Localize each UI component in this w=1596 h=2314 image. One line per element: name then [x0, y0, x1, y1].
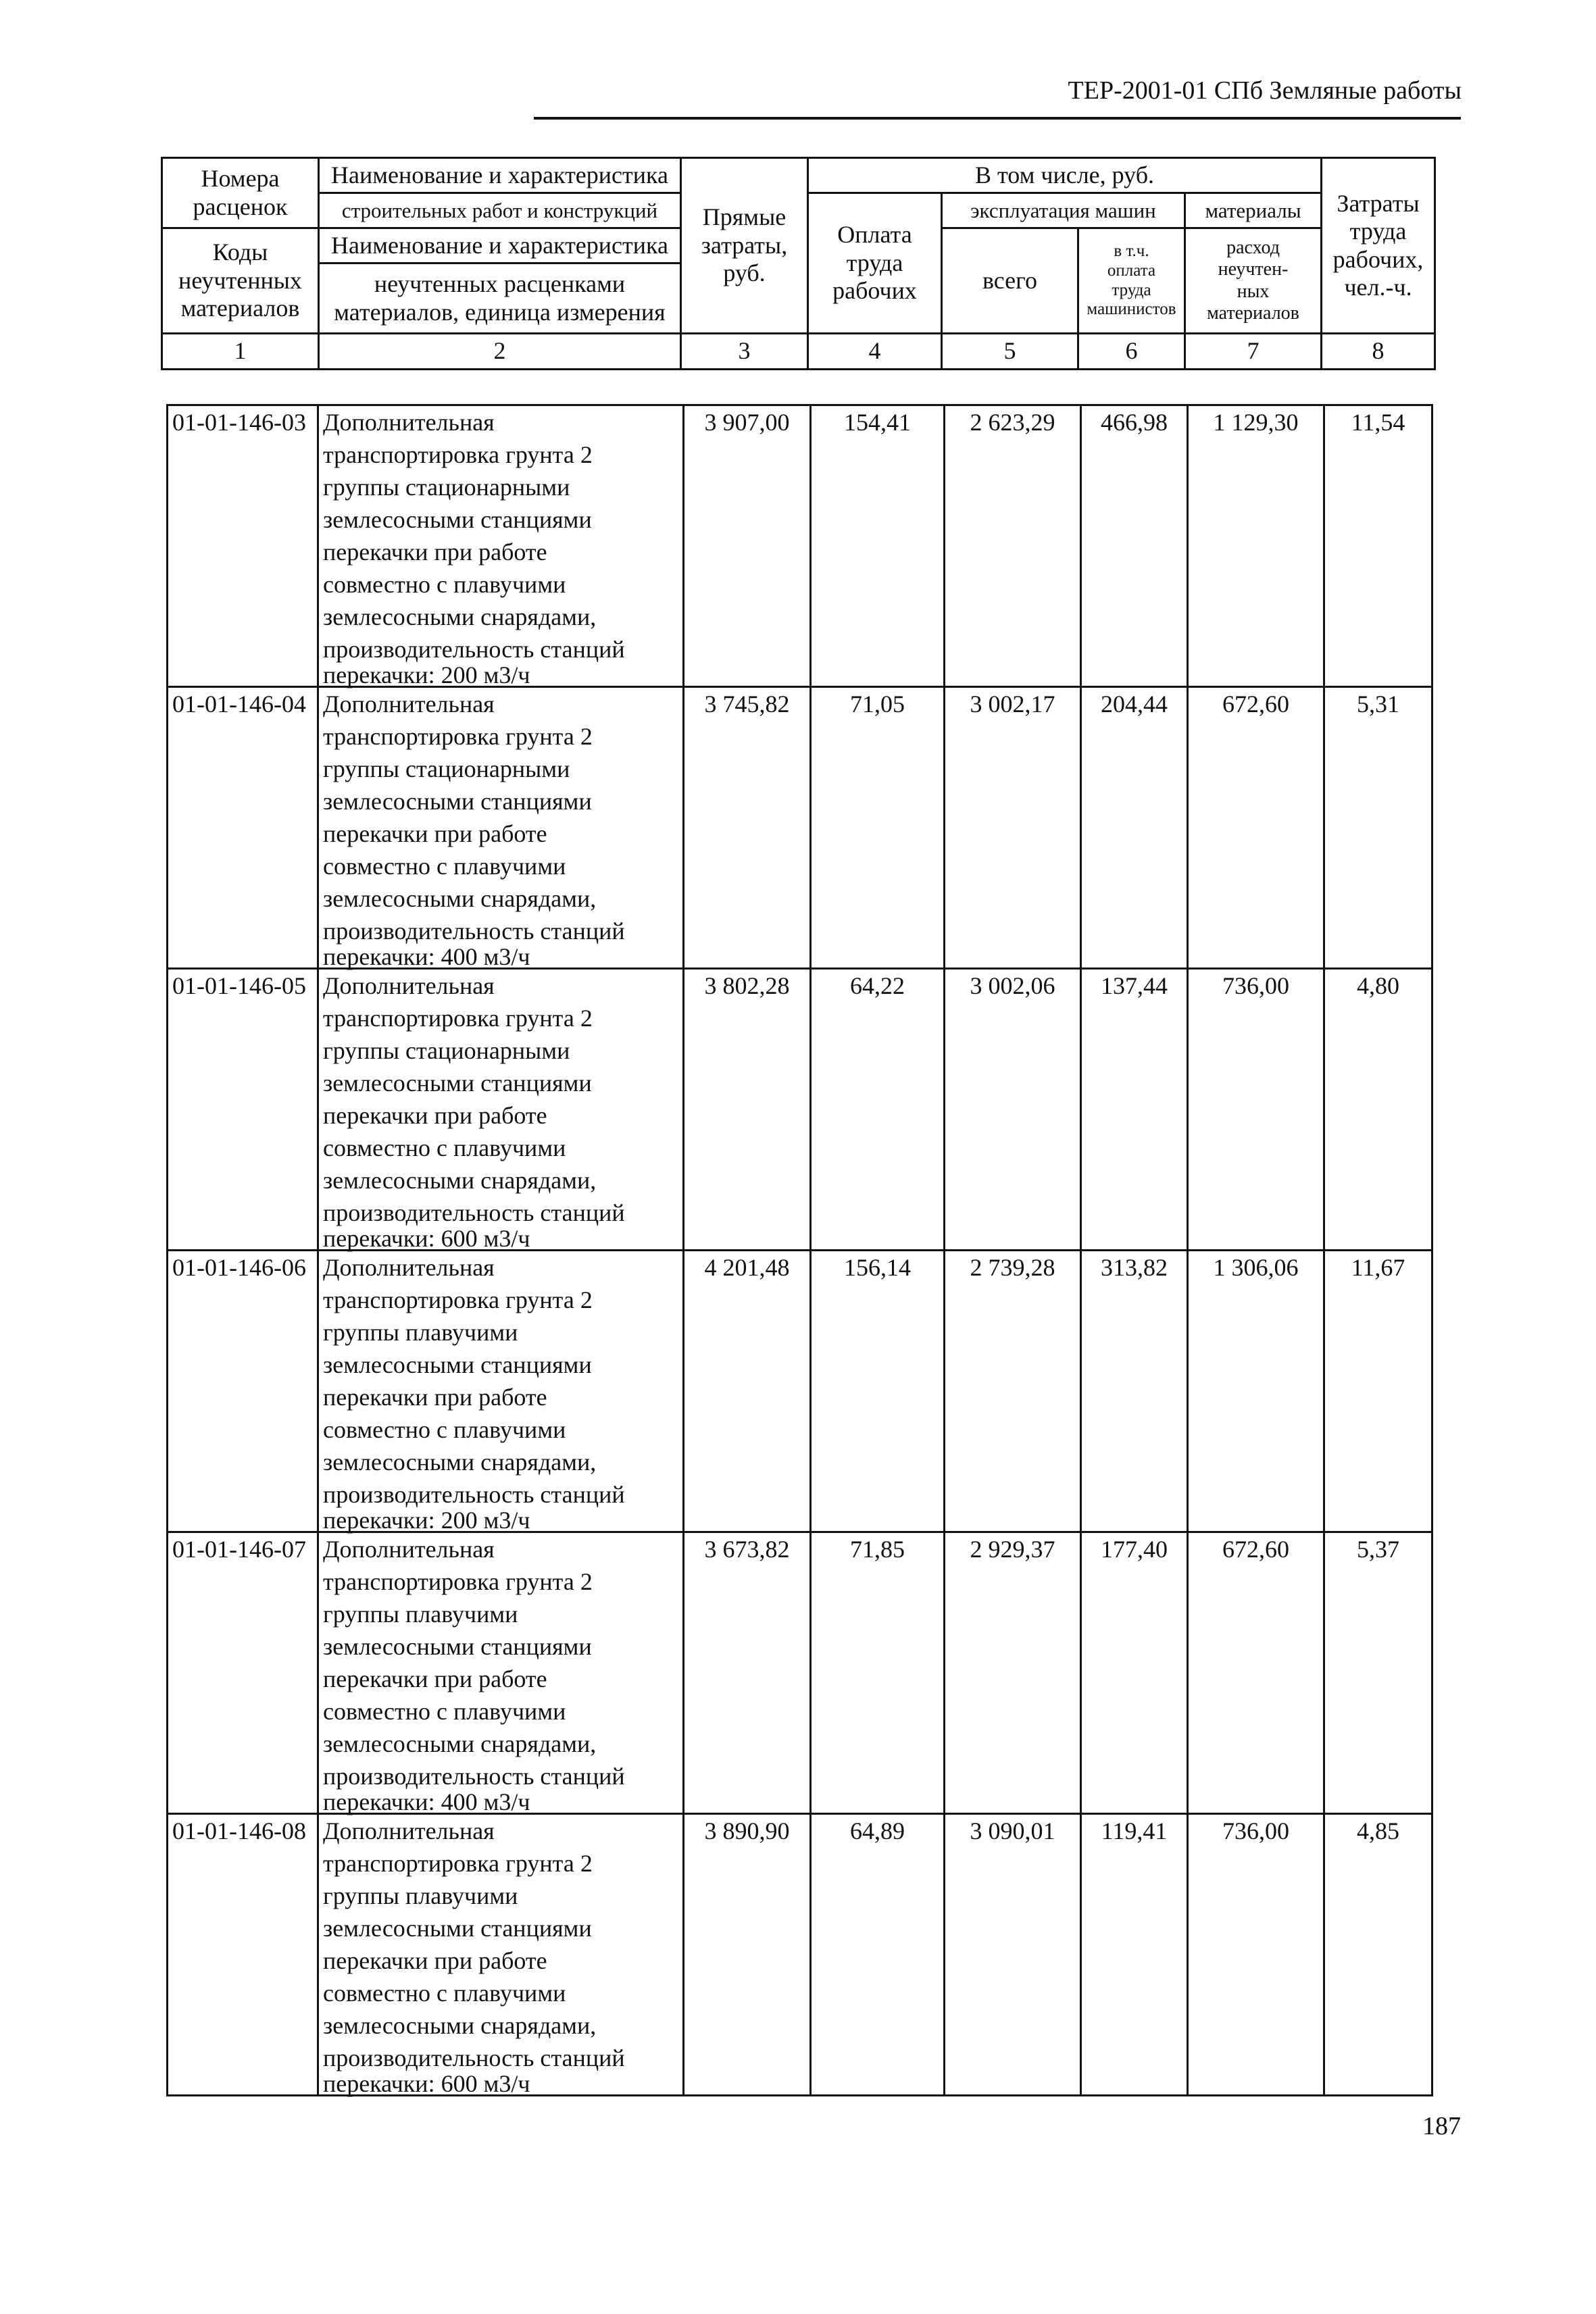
- description-line: землесосными снарядами,: [323, 1449, 597, 1476]
- value-labor: 71,85: [811, 1532, 945, 1814]
- description-line: перекачки: 600 м3/ч: [323, 1225, 530, 1252]
- column-number: 1: [162, 334, 319, 370]
- table-row: [168, 1814, 1432, 2096]
- description-line: транспортировка грунта 2: [323, 723, 593, 750]
- value-materials: 736,00: [1188, 1814, 1324, 2096]
- running-title: ТЕР-2001-01 СПб Земляные работы: [1068, 76, 1462, 105]
- header-including: В том числе, руб.: [808, 158, 1322, 193]
- description-line: перекачки при работе: [323, 1665, 547, 1692]
- header-rate-numbers: Номера расценок: [162, 158, 319, 228]
- header-materials: материалы: [1185, 193, 1322, 228]
- header-labor-hours: Затраты труда рабочих, чел.-ч.: [1322, 158, 1435, 334]
- description-line: землесосными снарядами,: [323, 1167, 597, 1194]
- description-line: Дополнительная: [323, 1817, 495, 1844]
- description-line: землесосными снарядами,: [323, 885, 597, 912]
- value-labor: 64,22: [811, 969, 945, 1251]
- value-labor-hours: 4,80: [1324, 969, 1432, 1251]
- description-line: землесосными станциями: [323, 1070, 592, 1097]
- description-line: перекачки: 200 м3/ч: [323, 661, 530, 688]
- description-line: землесосными станциями: [323, 506, 592, 533]
- value-materials: 672,60: [1188, 1532, 1324, 1814]
- table-row: [168, 969, 1432, 1251]
- value-labor: 71,05: [811, 687, 945, 969]
- column-header-table: [161, 157, 1436, 370]
- description-line: перекачки при работе: [323, 1102, 547, 1129]
- description-line: совместно с плавучими: [323, 571, 566, 598]
- value-machinists: 466,98: [1081, 405, 1188, 687]
- description-line: транспортировка грунта 2: [323, 1850, 593, 1877]
- page-number: 187: [1422, 2112, 1461, 2140]
- header-machines: эксплуатация машин: [942, 193, 1185, 228]
- table-row: [168, 1532, 1432, 1814]
- description-line: группы стационарными: [323, 1037, 570, 1064]
- column-number: 7: [1185, 334, 1322, 370]
- rate-code: 01-01-146-08: [168, 1814, 318, 2096]
- value-machines: 3 002,17: [945, 687, 1081, 969]
- value-materials: 736,00: [1188, 969, 1324, 1251]
- value-labor-hours: 11,67: [1324, 1251, 1432, 1532]
- rate-code: 01-01-146-07: [168, 1532, 318, 1814]
- description-line: совместно с плавучими: [323, 1698, 566, 1725]
- value-materials: 672,60: [1188, 687, 1324, 969]
- work-description: [318, 1532, 684, 1814]
- description-line: группы плавучими: [323, 1319, 518, 1346]
- value-direct: 3 745,82: [684, 687, 811, 969]
- column-number: 3: [681, 334, 808, 370]
- value-direct: 4 201,48: [684, 1251, 811, 1532]
- description-line: группы стационарными: [323, 755, 570, 782]
- description-line: производительность станций: [323, 917, 625, 945]
- value-labor-hours: 11,54: [1324, 405, 1432, 687]
- value-labor: 154,41: [811, 405, 945, 687]
- value-machinists: 119,41: [1081, 1814, 1188, 2096]
- header-machinist-pay: в т.ч. оплата труда машинистов: [1078, 228, 1185, 334]
- table-row: [168, 405, 1432, 687]
- header-work-name: Наименование и характеристика: [319, 158, 681, 193]
- rate-code: 01-01-146-04: [168, 687, 318, 969]
- description-line: перекачки: 600 м3/ч: [323, 2070, 530, 2097]
- description-line: землесосными станциями: [323, 788, 592, 815]
- description-line: перекачки при работе: [323, 820, 547, 847]
- description-line: землесосными снарядами,: [323, 603, 597, 630]
- description-line: перекачки при работе: [323, 1947, 547, 1974]
- value-direct: 3 907,00: [684, 405, 811, 687]
- description-line: транспортировка грунта 2: [323, 1568, 593, 1595]
- header-material-name-sub: неучтенных расценками материалов, единица измерения: [319, 263, 681, 334]
- header-unaccounted-materials: расход неучтен- ных материалов: [1185, 228, 1322, 334]
- column-number: 6: [1078, 334, 1185, 370]
- header-rule: [534, 117, 1461, 120]
- value-materials: 1 129,30: [1188, 405, 1324, 687]
- value-direct: 3 802,28: [684, 969, 811, 1251]
- value-direct: 3 890,90: [684, 1814, 811, 2096]
- description-line: транспортировка грунта 2: [323, 441, 593, 468]
- description-line: группы плавучими: [323, 1601, 518, 1628]
- description-line: землесосными станциями: [323, 1633, 592, 1660]
- header-material-codes: Коды неучтенных материалов: [162, 228, 319, 334]
- description-line: производительность станций: [323, 1763, 625, 1790]
- value-machines: 2 739,28: [945, 1251, 1081, 1532]
- description-line: перекачки: 200 м3/ч: [323, 1507, 530, 1534]
- value-machinists: 313,82: [1081, 1251, 1188, 1532]
- header-material-name: Наименование и характеристика: [319, 228, 681, 263]
- description-line: совместно с плавучими: [323, 853, 566, 880]
- description-line: Дополнительная: [323, 972, 495, 999]
- description-line: группы плавучими: [323, 1882, 518, 1909]
- description-line: землесосными снарядами,: [323, 1730, 597, 1757]
- description-line: перекачки при работе: [323, 1384, 547, 1411]
- description-line: совместно с плавучими: [323, 1134, 566, 1161]
- description-line: группы стационарными: [323, 474, 570, 501]
- value-machinists: 137,44: [1081, 969, 1188, 1251]
- rate-code: 01-01-146-06: [168, 1251, 318, 1532]
- table-row: [168, 1251, 1432, 1532]
- description-line: Дополнительная: [323, 1254, 495, 1281]
- value-machinists: 204,44: [1081, 687, 1188, 969]
- description-line: землесосными снарядами,: [323, 2012, 597, 2039]
- header-direct-costs: Прямые затраты, руб.: [681, 158, 808, 334]
- column-number: 8: [1322, 334, 1435, 370]
- description-line: перекачки при работе: [323, 538, 547, 565]
- value-labor: 64,89: [811, 1814, 945, 2096]
- value-machines: 2 623,29: [945, 405, 1081, 687]
- rate-code: 01-01-146-03: [168, 405, 318, 687]
- work-description: [318, 405, 684, 687]
- column-number: 4: [808, 334, 942, 370]
- work-description: [318, 969, 684, 1251]
- description-line: землесосными станциями: [323, 1915, 592, 1942]
- work-description: [318, 1251, 684, 1532]
- value-labor-hours: 5,31: [1324, 687, 1432, 969]
- work-description: [318, 687, 684, 969]
- work-description: [318, 1814, 684, 2096]
- value-direct: 3 673,82: [684, 1532, 811, 1814]
- value-materials: 1 306,06: [1188, 1251, 1324, 1532]
- rate-code: 01-01-146-05: [168, 969, 318, 1251]
- description-line: землесосными станциями: [323, 1351, 592, 1378]
- description-line: перекачки: 400 м3/ч: [323, 943, 530, 970]
- value-labor: 156,14: [811, 1251, 945, 1532]
- header-machines-total: всего: [942, 228, 1078, 334]
- value-machines: 3 002,06: [945, 969, 1081, 1251]
- description-line: Дополнительная: [323, 690, 495, 718]
- description-line: транспортировка грунта 2: [323, 1286, 593, 1313]
- description-line: перекачки: 400 м3/ч: [323, 1788, 530, 1815]
- header-work-name-sub: строительных работ и конструкций: [319, 193, 681, 228]
- description-line: совместно с плавучими: [323, 1980, 566, 2007]
- description-line: совместно с плавучими: [323, 1416, 566, 1443]
- value-labor-hours: 5,37: [1324, 1532, 1432, 1814]
- description-line: производительность станций: [323, 1481, 625, 1508]
- value-machines: 3 090,01: [945, 1814, 1081, 2096]
- table-row: [168, 687, 1432, 969]
- value-machinists: 177,40: [1081, 1532, 1188, 1814]
- header-labor-pay: Оплата труда рабочих: [808, 193, 942, 334]
- column-number: 5: [942, 334, 1078, 370]
- description-line: производительность станций: [323, 1199, 625, 1226]
- description-line: транспортировка грунта 2: [323, 1005, 593, 1032]
- rates-table: [166, 404, 1433, 2096]
- description-line: Дополнительная: [323, 1536, 495, 1563]
- description-line: производительность станций: [323, 2044, 625, 2071]
- description-line: производительность станций: [323, 636, 625, 663]
- value-labor-hours: 4,85: [1324, 1814, 1432, 2096]
- column-number: 2: [319, 334, 681, 370]
- value-machines: 2 929,37: [945, 1532, 1081, 1814]
- description-line: Дополнительная: [323, 409, 495, 436]
